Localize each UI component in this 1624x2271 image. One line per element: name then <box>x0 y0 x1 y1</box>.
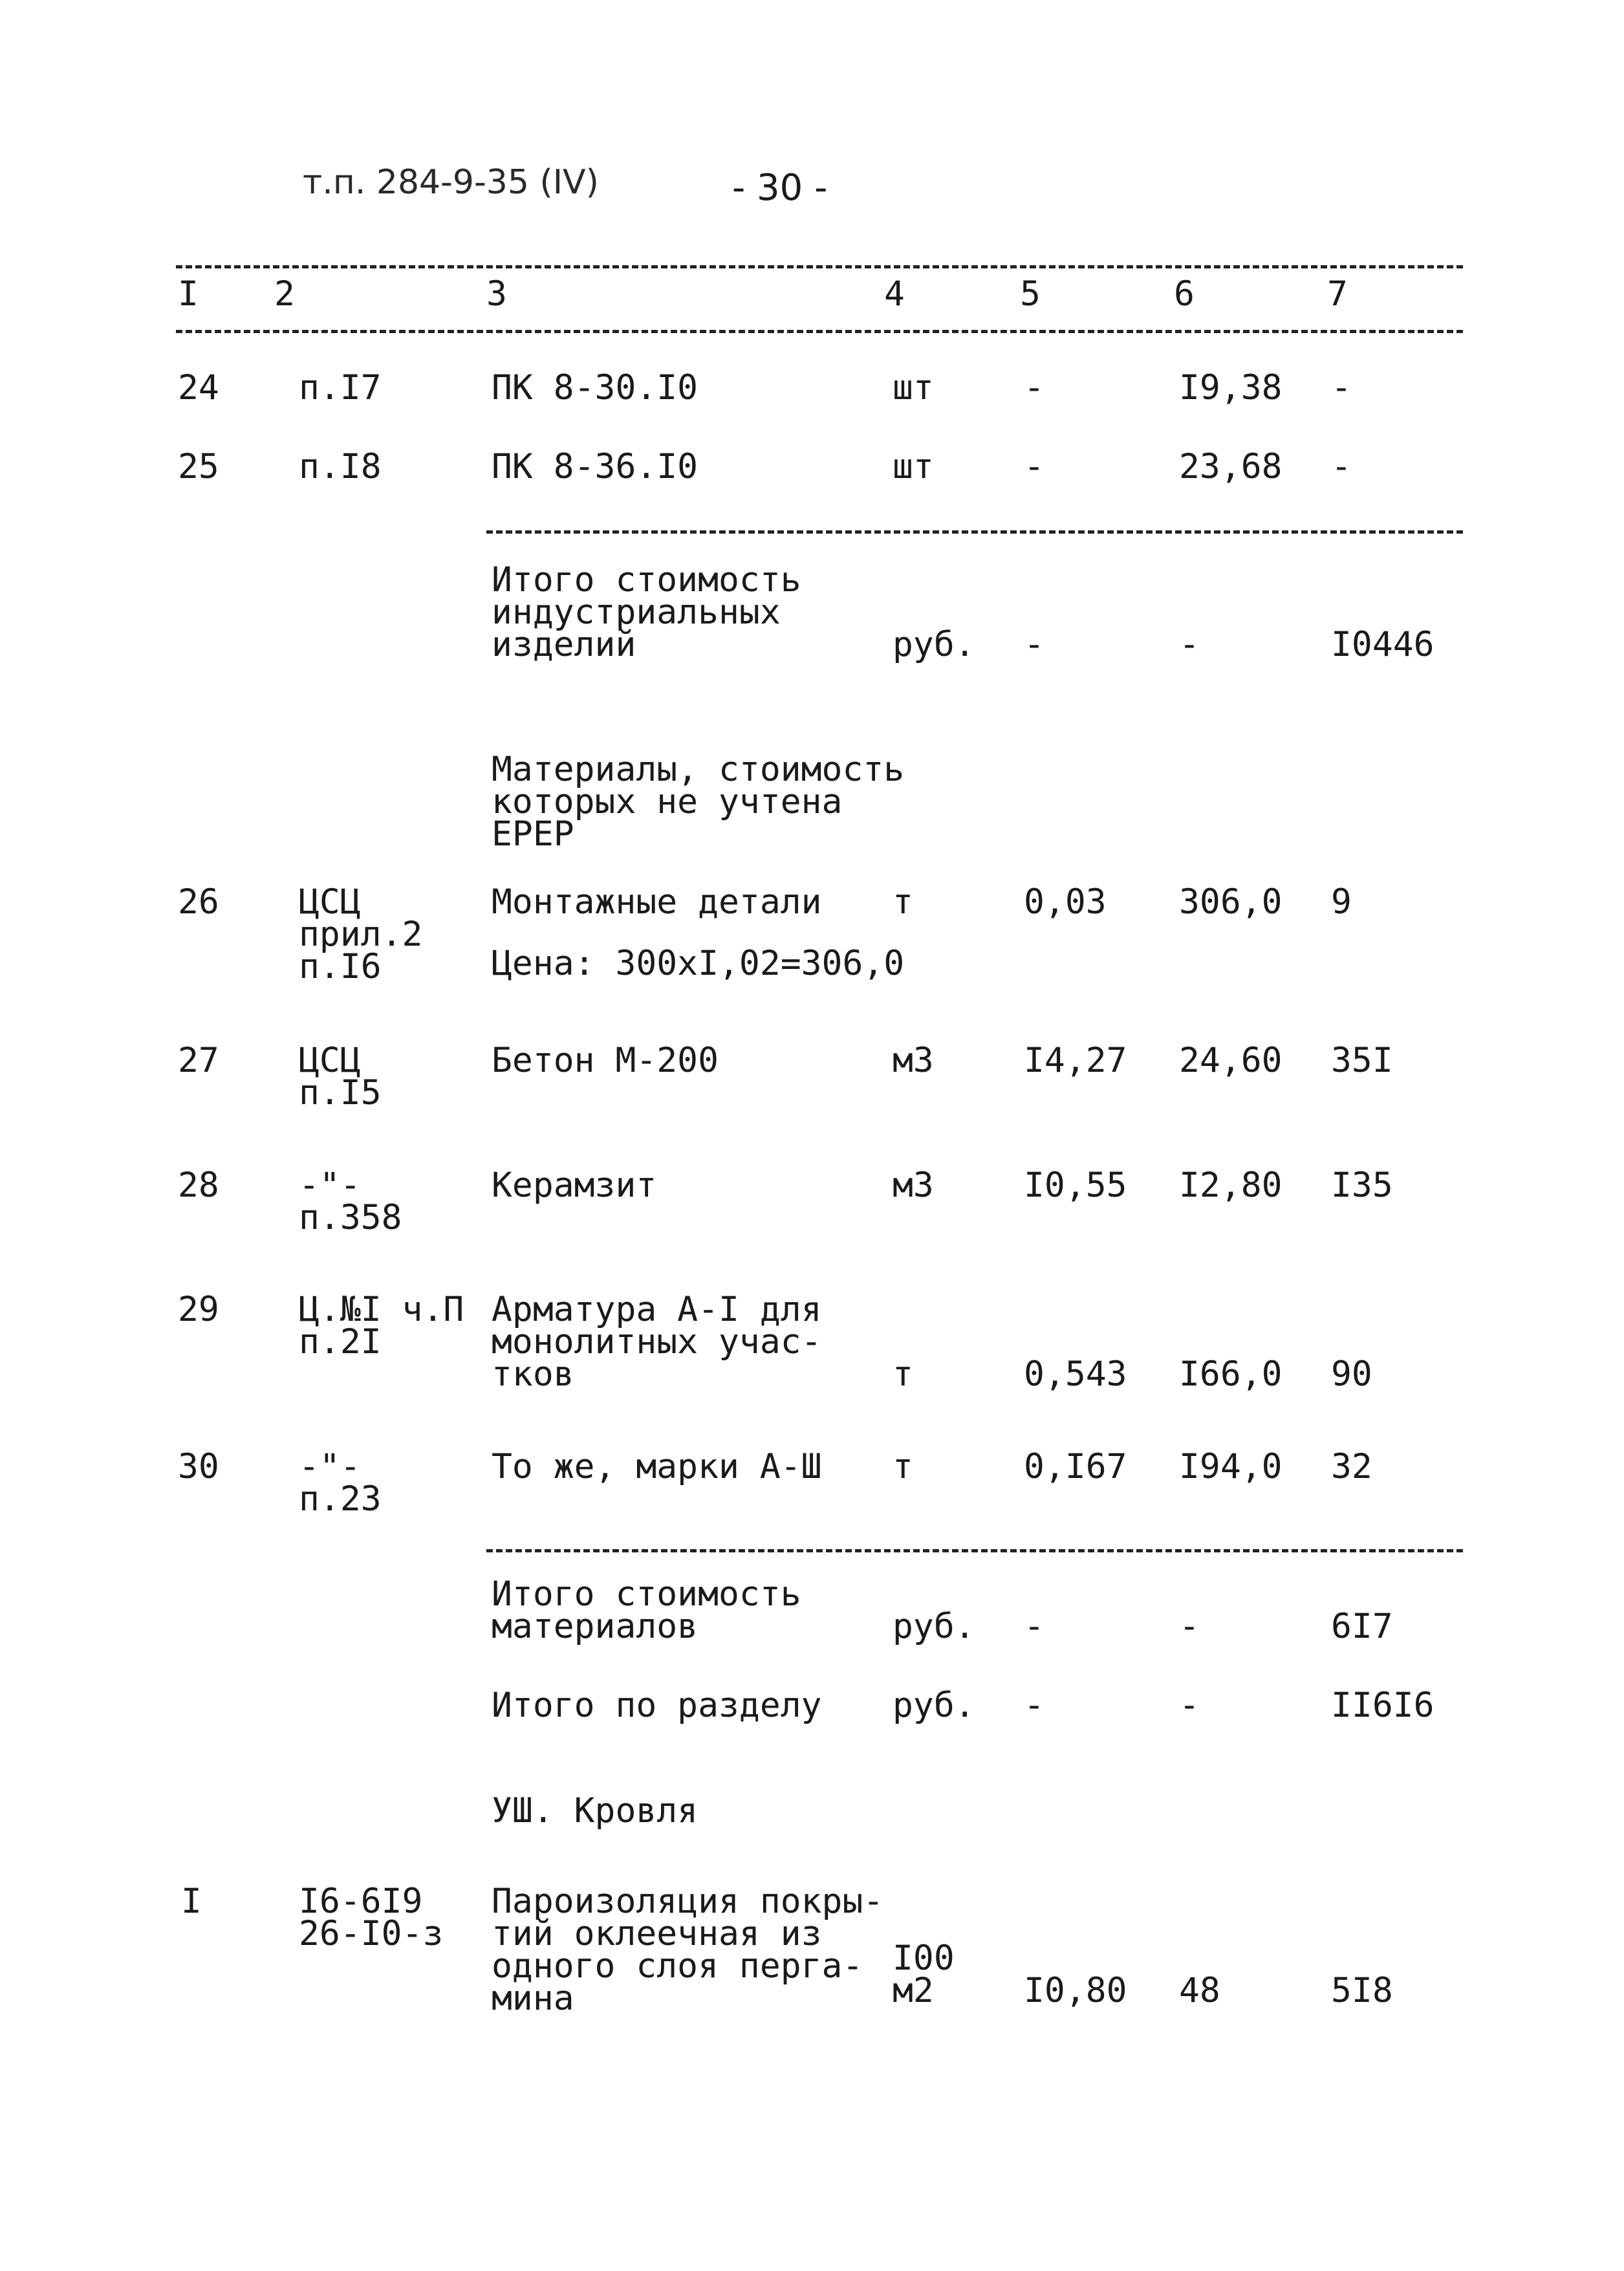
row-reference: -"- п.23 <box>299 1447 382 1519</box>
row-reference: п.I8 <box>299 447 382 486</box>
row-reference: п.I7 <box>299 368 382 407</box>
column-header: 2 <box>274 274 295 314</box>
section-heading: Материалы, стоимость которых не учтена ЕРЕР <box>492 750 905 854</box>
row-name: То же, марки А-Ш <box>492 1447 822 1486</box>
row-name: ПК 8-30.I0 <box>492 368 698 407</box>
row-cost: 5I8 <box>1331 1971 1393 2010</box>
row-price: I9,38 <box>1179 368 1283 407</box>
column-header: 5 <box>1020 274 1041 314</box>
row-unit: руб. <box>893 625 975 664</box>
row-unit: м3 <box>893 1041 934 1080</box>
row-cost: 35I <box>1331 1041 1393 1080</box>
column-header: 4 <box>884 274 905 314</box>
row-unit: руб. <box>893 1607 975 1646</box>
row-price: I66,0 <box>1179 1354 1283 1394</box>
total-label: Итого стоимость материалов <box>492 1574 801 1646</box>
row-price: 306,0 <box>1179 882 1283 922</box>
subtotal-rule <box>486 530 1463 534</box>
row-cost: - <box>1331 368 1352 407</box>
row-number: 28 <box>178 1166 219 1205</box>
row-price: - <box>1179 1686 1200 1725</box>
header-top-rule <box>176 265 1463 268</box>
row-number: 25 <box>178 447 219 486</box>
header-bottom-rule <box>176 330 1463 333</box>
row-unit: руб. <box>893 1686 975 1725</box>
row-unit: т <box>893 1354 913 1394</box>
row-name: ПК 8-36.I0 <box>492 447 698 486</box>
column-header: 6 <box>1174 274 1195 314</box>
row-number: 26 <box>178 882 219 922</box>
row-price: 48 <box>1179 1971 1220 2010</box>
row-reference: ЦСЦ п.I5 <box>299 1041 382 1113</box>
row-note: Цена: 300хI,02=306,0 <box>492 944 905 983</box>
row-reference: Ц.№I ч.П п.2I <box>299 1290 464 1362</box>
column-header: 3 <box>486 274 507 314</box>
row-price: - <box>1179 1607 1200 1646</box>
row-quantity: - <box>1024 625 1045 664</box>
row-quantity: - <box>1024 368 1045 407</box>
row-cost: - <box>1331 447 1352 486</box>
row-quantity: 0,03 <box>1024 882 1107 922</box>
row-cost: 6I7 <box>1331 1607 1393 1646</box>
row-name: Пароизоляция покры- тий оклеечная из одного слоя перга- мина <box>492 1882 884 2018</box>
row-name: Керамзит <box>492 1166 657 1205</box>
row-unit: м3 <box>893 1166 934 1205</box>
row-cost: 32 <box>1331 1447 1372 1486</box>
row-name: Арматура А-I для монолитных учас- тков <box>492 1290 822 1394</box>
row-unit: шт <box>893 447 934 486</box>
row-price: - <box>1179 625 1200 664</box>
row-unit: шт <box>893 368 934 407</box>
row-quantity: I0,55 <box>1024 1166 1127 1205</box>
row-price: I94,0 <box>1179 1447 1283 1486</box>
row-number: 30 <box>178 1447 219 1486</box>
row-reference: ЦСЦ прил.2 п.I6 <box>299 882 423 986</box>
row-unit: т <box>893 882 913 922</box>
row-quantity: I4,27 <box>1024 1041 1127 1080</box>
row-unit: т <box>893 1447 913 1486</box>
row-cost: 9 <box>1331 882 1352 922</box>
row-cost: I0446 <box>1331 625 1435 664</box>
row-quantity: 0,543 <box>1024 1354 1127 1394</box>
row-quantity: - <box>1024 1607 1045 1646</box>
row-cost: II6I6 <box>1331 1686 1435 1725</box>
row-number: 27 <box>178 1041 219 1080</box>
total-label: Итого по разделу <box>492 1686 822 1725</box>
row-reference: -"- п.358 <box>299 1166 402 1237</box>
subtotal-rule <box>486 1549 1463 1552</box>
row-cost: I35 <box>1331 1166 1393 1205</box>
page-number: - 30 - <box>732 167 828 209</box>
row-cost: 90 <box>1331 1354 1372 1394</box>
row-quantity: I0,80 <box>1024 1971 1127 2010</box>
column-header: I <box>178 274 199 314</box>
row-quantity: 0,I67 <box>1024 1447 1127 1486</box>
row-number: I <box>181 1882 202 1921</box>
row-name: Монтажные детали <box>492 882 822 922</box>
row-unit: I00 м2 <box>893 1939 955 2010</box>
row-number: 29 <box>178 1290 219 1329</box>
section-heading: УШ. Кровля <box>492 1791 698 1831</box>
row-quantity: - <box>1024 447 1045 486</box>
row-price: I2,80 <box>1179 1166 1283 1205</box>
row-reference: I6-6I9 26-I0-з <box>299 1882 444 1953</box>
row-name: Бетон М-200 <box>492 1041 719 1080</box>
total-label: Итого стоимость индустриальных изделий <box>492 560 801 664</box>
row-price: 24,60 <box>1179 1041 1283 1080</box>
row-quantity: - <box>1024 1686 1045 1725</box>
row-price: 23,68 <box>1179 447 1283 486</box>
column-header: 7 <box>1327 274 1348 314</box>
row-number: 24 <box>178 368 219 407</box>
doc-code: т.п. 284-9-35 (IV) <box>303 163 599 202</box>
